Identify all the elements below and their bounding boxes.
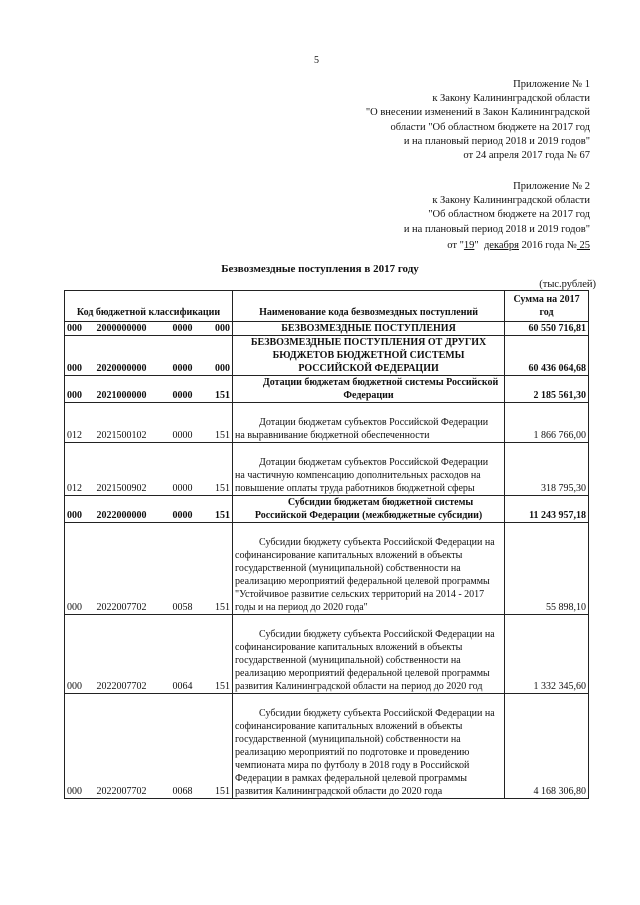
code-c2: 2021500102 [95,403,171,443]
code-c3: 0000 [171,336,211,376]
code-c1: 000 [65,496,95,523]
row-sum: 60 550 716,81 [505,322,589,336]
code-c2: 2021000000 [95,376,171,403]
row-name-line: "Устойчивое развитие сельских территорий на 2014 - 2017 [235,589,485,600]
row-name-line [235,443,502,456]
code-c3: 0068 [171,694,211,799]
row-name-line [235,523,502,536]
row-name-line: государственной (муниципальной) собственности на [235,563,461,574]
code-c4: 151 [211,694,233,799]
row-name-line: реализацию мероприятий федеральной целевой программы [235,668,490,679]
row-name-line [235,403,502,416]
appendix-2-date-line [404,239,590,253]
code-c1: 000 [65,694,95,799]
code-c1: 000 [65,322,95,336]
code-c4: 151 [211,523,233,615]
appendix-1-line: и на плановый период 2018 и 2019 годов" [403,135,590,147]
row-name-line: БЕЗВОЗМЕЗДНЫЕ ПОСТУПЛЕНИЯ [281,323,456,334]
date-prefix: от " [447,239,464,251]
date-number: 25 [576,239,590,251]
code-c4: 000 [211,322,233,336]
receipts-table [64,290,589,799]
code-c2: 2022000000 [95,496,171,523]
row-name-line: реализацию мероприятий федеральной целевой программы [235,576,490,587]
row-name-line: РОССИЙСКОЙ ФЕДЕРАЦИИ [298,363,439,374]
row-name-line: развития Калининградской области до 2020 года [235,786,443,797]
row-name-line: Федерации в рамках федеральной целевой программы [235,773,467,784]
code-c3: 0000 [171,443,211,496]
table-row [65,443,589,496]
appendix-2-line: "Об областном бюджете на 2017 год [428,209,590,221]
row-sum: 1 332 345,60 [505,615,589,694]
code-c4: 000 [211,336,233,376]
row-name-line: Дотации бюджетам субъектов Российской Федерации [259,457,489,468]
row-name-line: Федерации [343,390,394,401]
table-row [65,694,589,799]
appendix-2-line: и на плановый период 2018 и 2019 годов" [403,223,590,235]
row-name-line: Субсидии бюджету субъекта Российской Федерации на [259,708,495,719]
row-name-line: БЮДЖЕТОВ БЮДЖЕТНОЙ СИСТЕМЫ [272,350,465,361]
code-c1: 012 [65,443,95,496]
code-c1: 000 [65,523,95,615]
row-name-line: БЕЗВОЗМЕЗДНЫЕ ПОСТУПЛЕНИЯ ОТ ДРУГИХ [250,337,487,348]
date-mid: " [474,239,484,251]
page-title: Безвозмездные поступления в 2017 году [221,263,419,275]
table-row [65,376,589,403]
date-year: 2016 года № [518,239,577,251]
header-code: Код бюджетной классификации [65,291,233,322]
row-name-line: государственной (муниципальной) собственности на [235,734,461,745]
table-row [65,523,589,615]
appendix-1-line: Приложение № 1 [513,79,590,90]
row-name-line: Дотации бюджетам бюджетной системы Российской [262,377,499,388]
row-name [233,496,505,523]
table-body [65,322,589,799]
row-name [233,523,505,615]
row-name-line [235,615,502,628]
unit-label: (тыс.рублей) [539,279,596,290]
table-row [65,615,589,694]
code-c2: 2022007702 [95,615,171,694]
code-c1: 000 [65,376,95,403]
table-row [65,496,589,523]
row-sum: 11 243 957,18 [505,496,589,523]
code-c1: 000 [65,336,95,376]
row-sum: 55 898,10 [505,523,589,615]
table-header-row [65,291,589,322]
appendix-2-line: Приложение № 2 [513,181,590,192]
code-c1: 000 [65,615,95,694]
row-sum: 1 866 766,00 [505,403,589,443]
row-sum: 4 168 306,80 [505,694,589,799]
appendix-1-line: "О внесении изменений в Закон Калининградской [365,107,590,119]
appendix-2-line: к Закону Калининградской области [432,195,590,207]
appendix-1-line: области "Об областном бюджете на 2017 год [390,121,590,133]
appendix-1-line: к Закону Калининградской области [432,93,590,105]
appendix-1-line: от 24 апреля 2017 года № 67 [463,150,590,162]
row-sum: 2 185 561,30 [505,376,589,403]
appendix-1-header [366,78,590,163]
row-name [233,376,505,403]
table-row [65,336,589,376]
row-name-line: повышение оплаты труда работников бюджетной сферы [235,483,475,494]
header-sum: Сумма на 2017 год [505,291,589,322]
code-c2: 2021500902 [95,443,171,496]
date-month: декабря [483,239,519,251]
row-name-line: на выравнивание бюджетной обеспеченности [235,430,430,441]
code-c4: 151 [211,376,233,403]
code-c4: 151 [211,403,233,443]
row-name-line [235,694,502,707]
code-c2: 2020000000 [95,336,171,376]
code-c3: 0058 [171,523,211,615]
row-name-line: софинансирование капитальных вложений в объекты [235,642,463,653]
date-day: 19 [463,239,475,251]
table-row [65,322,589,336]
code-c3: 0000 [171,376,211,403]
row-name-line: чемпионата мира по футболу в 2018 году в Российской [235,760,470,771]
row-name [233,443,505,496]
code-c3: 0000 [171,322,211,336]
table-row [65,403,589,443]
row-name-line: реализацию мероприятий по подготовке и проведению [235,747,470,758]
row-name-line: софинансирование капитальных вложений в объекты [235,721,463,732]
code-c2: 2022007702 [95,523,171,615]
header-name: Наименование кода безвозмездных поступлений [233,291,505,322]
row-name [233,336,505,376]
appendix-2-header [404,180,590,253]
row-name-line: Субсидии бюджету субъекта Российской Федерации на [259,537,495,548]
page-number: 5 [314,55,319,66]
code-c4: 151 [211,615,233,694]
row-name [233,615,505,694]
row-sum: 60 436 064,68 [505,336,589,376]
row-name-line: государственной (муниципальной) собственности на [235,655,461,666]
row-name-line: на частичную компенсацию дополнительных расходов на [235,470,481,481]
code-c2: 2022007702 [95,694,171,799]
row-sum: 318 795,30 [505,443,589,496]
row-name-line: Российской Федерации (межбюджетные субсидии) [254,510,483,521]
row-name-line: Субсидии бюджетам бюджетной системы [287,497,474,508]
code-c3: 0064 [171,615,211,694]
row-name-line: развития Калининградской области на период до 2020 год [235,681,483,692]
code-c4: 151 [211,496,233,523]
row-name-line: софинансирование капитальных вложений в объекты [235,550,463,561]
row-name [233,322,505,336]
row-name-line: годы и на период до 2020 года" [235,602,368,613]
code-c1: 012 [65,403,95,443]
row-name-line: Дотации бюджетам субъектов Российской Федерации [259,417,489,428]
row-name [233,403,505,443]
code-c4: 151 [211,443,233,496]
row-name-line: Субсидии бюджету субъекта Российской Федерации на [259,629,495,640]
code-c2: 2000000000 [95,322,171,336]
code-c3: 0000 [171,496,211,523]
code-c3: 0000 [171,403,211,443]
row-name [233,694,505,799]
